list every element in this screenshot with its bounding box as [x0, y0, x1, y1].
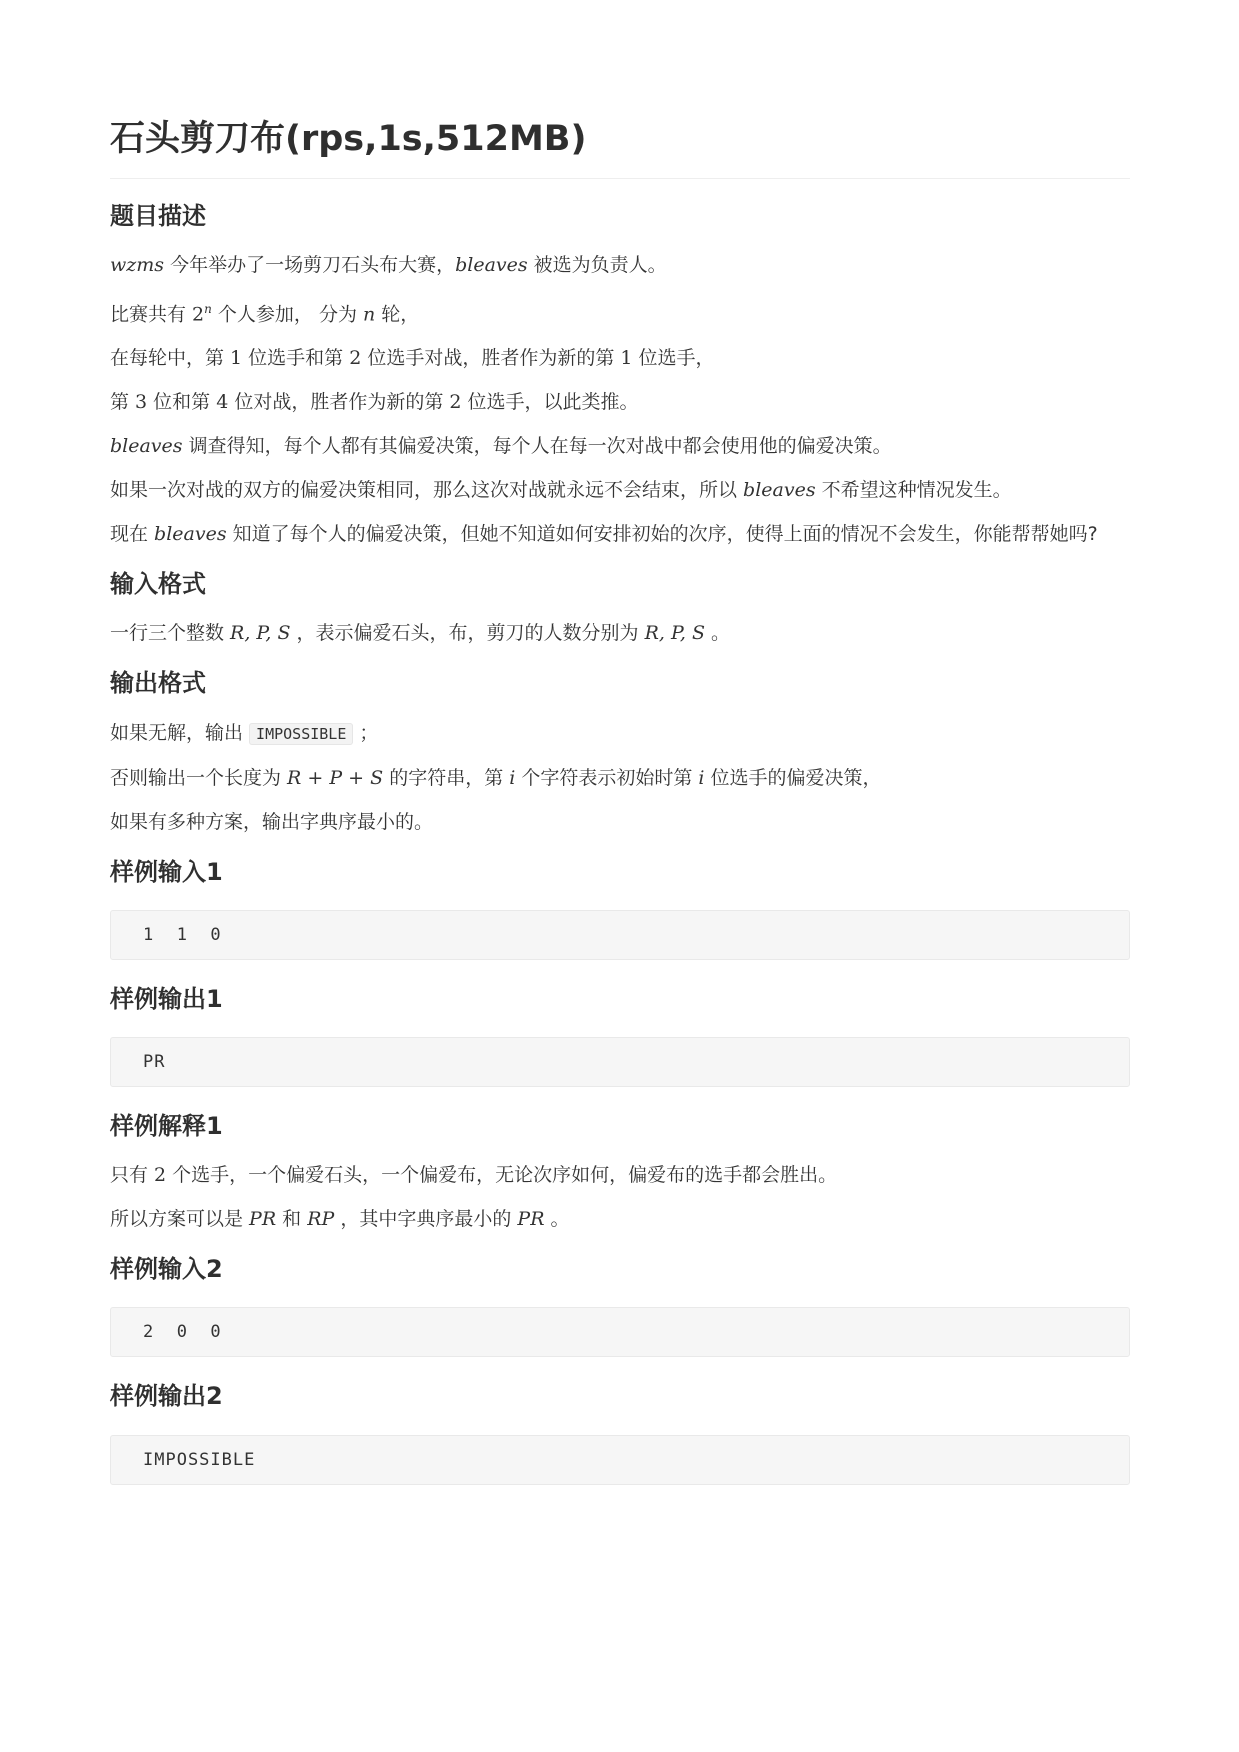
inline-code-impossible: IMPOSSIBLE	[249, 723, 353, 745]
description-paragraph-1: wzms 今年举办了一场剪刀石头布大赛，bleaves 被选为负责人。	[110, 253, 667, 276]
heading-sample-output-2: 样例输出2	[110, 1382, 223, 1411]
heading-sample-output-1: 样例输出1	[110, 984, 223, 1013]
code-block-sample-output-2[interactable]: IMPOSSIBLE	[110, 1435, 1130, 1485]
description-paragraph-4: 第 3 位和第 4 位对战，胜者作为新的第 2 位选手，以此类推。	[110, 391, 639, 414]
code-block-sample-output-1[interactable]: PR	[110, 1037, 1130, 1087]
heading-sample-explain-1: 样例解释1	[110, 1112, 223, 1141]
description-paragraph-3: 在每轮中，第 1 位选手和第 2 位选手对战，胜者作为新的第 1 位选手，	[110, 347, 715, 370]
heading-sample-input-2: 样例输入2	[110, 1255, 223, 1284]
heading-sample-input-1: 样例输入1	[110, 857, 223, 886]
heading-input-format: 输入格式	[110, 570, 206, 599]
sample-explain-paragraph-2: 所以方案可以是 PR 和 RP ，其中字典序最小的 PR 。	[110, 1208, 570, 1231]
page-title: 石头剪刀布(rps,1s,512MB)	[110, 118, 1130, 179]
sample-explain-paragraph-1: 只有 2 个选手，一个偏爱石头，一个偏爱布，无论次序如何，偏爱布的选手都会胜出。	[110, 1164, 838, 1187]
code-block-sample-input-1[interactable]: 1 1 0	[110, 910, 1130, 960]
output-format-paragraph-2: 否则输出一个长度为 R + P + S 的字符串，第 i 个字符表示初始时第 i 位选手的偏爱决策，	[110, 766, 882, 789]
heading-description: 题目描述	[110, 201, 206, 230]
description-paragraph-5: bleaves 调查得知，每个人都有其偏爱决策，每个人在每一次对战中都会使用他的偏爱决策。	[110, 435, 892, 458]
code-block-sample-input-2[interactable]: 2 0 0	[110, 1307, 1130, 1357]
output-format-paragraph-1: 如果无解，输出 IMPOSSIBLE ；	[110, 721, 379, 744]
description-paragraph-6: 如果一次对战的双方的偏爱决策相同，那么这次对战就永远不会结束，所以 bleaves 不希望这种情况发生。	[110, 479, 1012, 502]
heading-output-format: 输出格式	[110, 669, 206, 698]
problem-page	[110, 118, 1130, 1485]
description-paragraph-2: 比赛共有 2$^n$ 个人参加， 分为 n 轮，	[110, 301, 420, 326]
output-format-paragraph-3: 如果有多种方案，输出字典序最小的。	[110, 810, 434, 833]
input-format-paragraph: 一行三个整数 R, P, S ，表示偏爱石头，布，剪刀的人数分别为 R, P, S 。	[110, 622, 731, 645]
description-paragraph-7: 现在 bleaves 知道了每个人的偏爱决策，但她不知道如何安排初始的次序，使得上面的情况不会发生，你能帮帮她吗?	[110, 523, 1098, 546]
